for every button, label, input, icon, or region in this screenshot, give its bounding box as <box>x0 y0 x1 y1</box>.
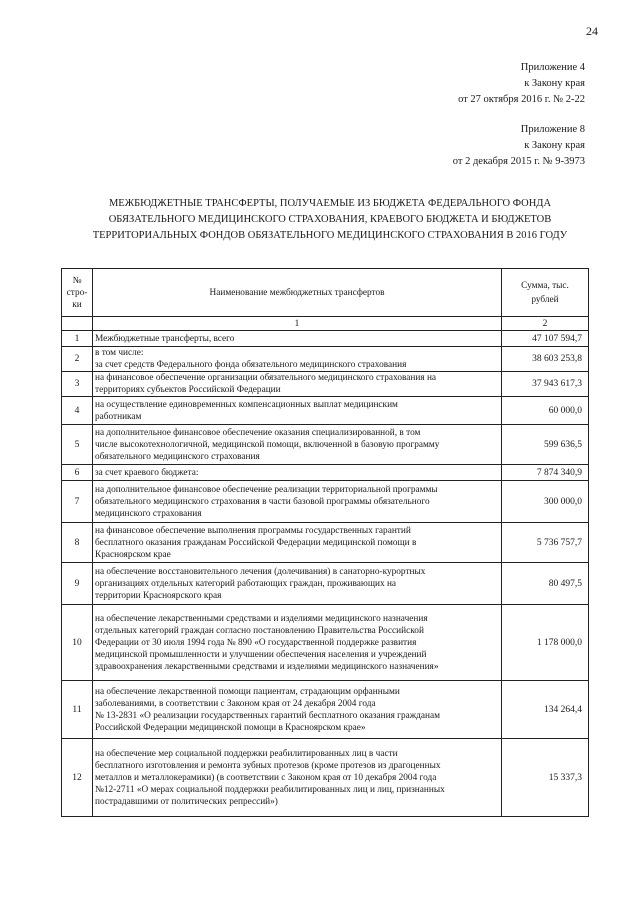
transfer-name-line: на обеспечение восстановительного лечения (долечивания) в санаторно-курортных <box>95 566 426 577</box>
title-line: МЕЖБЮДЖЕТНЫЕ ТРАНСФЕРТЫ, ПОЛУЧАЕМЫЕ ИЗ БЮДЖЕТА ФЕДЕРАЛЬНОГО ФОНДА <box>108 198 552 209</box>
table-row <box>62 523 589 563</box>
transfer-name <box>93 372 502 397</box>
transfer-name-line: пострадавшими от политических репрессий») <box>95 796 278 807</box>
transfer-name <box>93 523 502 563</box>
index-cell-sum: 2 <box>502 317 589 331</box>
transfer-name-line: на дополнительное финансовое обеспечение реализации территориальной программы <box>95 484 438 495</box>
row-number: 5 <box>62 425 93 465</box>
table-row <box>62 425 589 465</box>
page-number: 24 <box>586 24 598 38</box>
transfer-amount: 80 497,5 <box>502 563 589 605</box>
row-number: 2 <box>62 347 93 372</box>
header-line: рублей <box>531 294 559 305</box>
transfer-name-line: на дополнительное финансовое обеспечение оказания специализированной, в том <box>95 427 421 438</box>
table-row <box>62 465 589 481</box>
header-row-number <box>62 269 93 317</box>
row-number: 8 <box>62 523 93 563</box>
table-row <box>62 481 589 523</box>
transfer-name-line: медицинского страхования <box>95 508 202 519</box>
transfer-name <box>93 347 502 372</box>
transfer-name-line: числе высокотехнологичной, медицинской помощи, включенной в базовую программу <box>95 439 440 450</box>
appendix-line: Приложение 4 <box>520 62 585 73</box>
index-cell-empty <box>62 317 93 331</box>
header-line: № <box>72 275 82 286</box>
transfer-name-line: обязательного медицинского страхования <box>95 451 260 462</box>
table-row <box>62 605 589 681</box>
appendix-reference-8 <box>453 122 585 170</box>
table-row <box>62 347 589 372</box>
transfer-name-line: в том числе: <box>95 348 144 358</box>
transfer-name-line: на финансовое обеспечение организации обязательного медицинского страхования на <box>95 373 437 383</box>
transfer-name-line: обязательного медицинского страхования в части базовой программы обязательного <box>95 496 430 507</box>
transfer-name <box>93 563 502 605</box>
appendix-line: Приложение 8 <box>520 124 585 135</box>
transfer-amount: 60 000,0 <box>502 397 589 425</box>
header-row <box>62 269 589 317</box>
transfers-table <box>61 268 589 817</box>
transfer-name-line: на осуществление единовременных компенсационных выплат медицинским <box>95 399 398 410</box>
table-row <box>62 563 589 605</box>
transfer-name-line: за счет краевого бюджета: <box>95 467 199 478</box>
header-amount <box>502 269 589 317</box>
row-number: 6 <box>62 465 93 481</box>
table-body <box>62 331 589 817</box>
transfer-amount: 5 736 757,7 <box>502 523 589 563</box>
transfer-name-line: бесплатного оказания гражданам Российской Федерации медицинской помощи в <box>95 537 417 548</box>
transfer-name-line: медицинской промышленности и улучшении обеспечения населения и учреждений <box>95 649 427 660</box>
row-number: 12 <box>62 739 93 817</box>
appendix-line: от 2 декабря 2015 г. № 9-3973 <box>452 156 585 167</box>
transfer-name-line: за счет средств Федерального фонда обязательного медицинского страхования <box>95 360 407 370</box>
row-number: 3 <box>62 372 93 397</box>
transfer-amount: 38 603 253,8 <box>502 347 589 372</box>
table-row <box>62 681 589 739</box>
appendix-line: от 27 октября 2016 г. № 2-22 <box>458 94 585 105</box>
appendix-reference-4 <box>458 60 585 108</box>
transfer-name-line: № 13-2831 «О реализации государственных гарантий бесплатного оказания гражданам <box>95 710 441 721</box>
transfer-name <box>93 331 502 347</box>
appendix-line: к Закону края <box>524 78 585 89</box>
transfer-name-line: на финансовое обеспечение выполнения программы государственных гарантий <box>95 525 411 536</box>
header-transfer-name: Наименование межбюджетных трансфертов <box>93 269 502 317</box>
transfer-name-line: на обеспечение лекарственными средствами и изделиями медицинского назначения <box>95 613 428 624</box>
document-title <box>60 196 600 244</box>
transfer-name <box>93 481 502 523</box>
table-row <box>62 372 589 397</box>
row-number: 4 <box>62 397 93 425</box>
transfer-name-line: здравоохранения лекарственными средствами и изделиями медицинского назначения» <box>95 661 439 672</box>
transfer-name-line: Красноярском крае <box>95 549 171 560</box>
table-row <box>62 331 589 347</box>
index-cell-name: 1 <box>93 317 502 331</box>
transfer-name-line: металлов и металлокерамики) (в соответствии с Законом края от 10 декабря 2004 года <box>95 772 437 783</box>
appendix-line: к Закону края <box>524 140 585 151</box>
transfer-name-line: на обеспечение лекарственной помощи пациентам, страдающим орфанными <box>95 686 400 697</box>
transfer-name-line: Межбюджетные трансферты, всего <box>95 333 235 344</box>
transfer-name-line: работникам <box>95 411 142 422</box>
header-line: Сумма, тыс. <box>521 280 569 291</box>
transfer-name-line: бесплатного изготовления и ремонта зубных протезов (кроме протезов из драгоценных <box>95 760 441 771</box>
table-header <box>62 269 589 331</box>
title-line: ТЕРРИТОРИАЛЬНЫХ ФОНДОВ ОБЯЗАТЕЛЬНОГО МЕДИЦИНСКОГО СТРАХОВАНИЯ В 2016 ГОДУ <box>92 230 568 241</box>
row-number: 10 <box>62 605 93 681</box>
transfer-name-line: отдельных категорий граждан согласно постановлению Правительства Российской <box>95 625 424 636</box>
title-line: ОБЯЗАТЕЛЬНОГО МЕДИЦИНСКОГО СТРАХОВАНИЯ, КРАЕВОГО БЮДЖЕТА И БЮДЖЕТОВ <box>108 214 552 225</box>
transfer-name-line: территории Красноярского края <box>95 590 222 601</box>
transfer-amount: 1 178 000,0 <box>502 605 589 681</box>
header-line: стро- <box>66 287 88 298</box>
transfer-name-line: Российской Федерации медицинской помощи в Красноярском крае» <box>95 722 366 733</box>
row-number: 7 <box>62 481 93 523</box>
transfer-name-line: №12-2711 «О мерах социальной поддержки реабилитированных лиц и лиц, признанных <box>95 784 445 795</box>
transfer-amount: 37 943 617,3 <box>502 372 589 397</box>
transfer-name-line: территориях субъектов Российской Федерации <box>95 385 281 395</box>
transfer-name-line: организациях отдельных категорий работающих граждан, проживающих на <box>95 578 397 589</box>
transfer-name <box>93 605 502 681</box>
transfer-amount: 47 107 594,7 <box>502 331 589 347</box>
transfer-name <box>93 465 502 481</box>
table-row <box>62 397 589 425</box>
transfer-amount: 134 264,4 <box>502 681 589 739</box>
row-number: 1 <box>62 331 93 347</box>
transfer-name-line: Федерации от 30 июля 1994 года № 890 «О государственной поддержке развития <box>95 637 417 648</box>
transfer-name <box>93 681 502 739</box>
column-index-row <box>62 317 589 331</box>
transfer-name <box>93 425 502 465</box>
transfer-amount: 7 874 340,9 <box>502 465 589 481</box>
row-number: 11 <box>62 681 93 739</box>
transfer-name-line: на обеспечение мер социальной поддержки реабилитированных лиц в части <box>95 748 398 759</box>
row-number: 9 <box>62 563 93 605</box>
transfer-amount: 300 000,0 <box>502 481 589 523</box>
transfer-amount: 15 337,3 <box>502 739 589 817</box>
transfer-name <box>93 397 502 425</box>
transfer-name-line: заболеваниями, в соответствии с Законом края от 24 декабря 2004 года <box>95 698 376 709</box>
transfer-amount: 599 636,5 <box>502 425 589 465</box>
transfer-name <box>93 739 502 817</box>
header-line: ки <box>72 299 82 310</box>
table-row <box>62 739 589 817</box>
